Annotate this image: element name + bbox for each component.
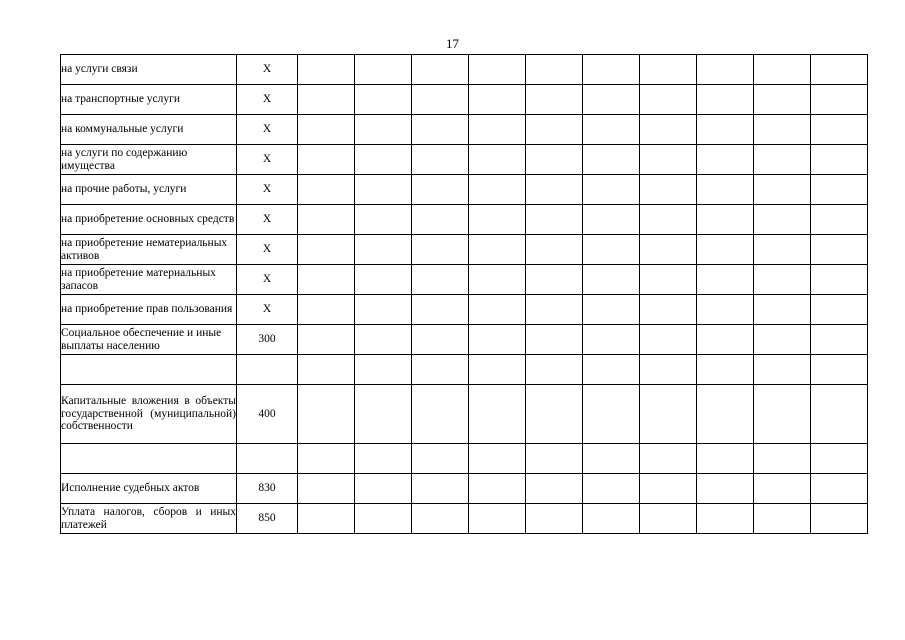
empty-value-cell: [811, 355, 868, 385]
empty-value-cell: [811, 175, 868, 205]
empty-value-cell: [469, 55, 526, 85]
table-row: [61, 444, 868, 474]
table-row: [61, 175, 868, 205]
empty-value-cell: [811, 504, 868, 534]
empty-value-cell: [355, 444, 412, 474]
empty-value-cell: [640, 474, 697, 504]
page-number: 17: [446, 36, 459, 51]
empty-value-cell: [355, 55, 412, 85]
empty-value-cell: [298, 385, 355, 444]
empty-value-cell: [811, 55, 868, 85]
empty-value-cell: [355, 175, 412, 205]
table-row: [61, 55, 868, 85]
empty-value-cell: [811, 474, 868, 504]
row-code-cell: 300: [237, 325, 298, 355]
empty-value-cell: [583, 385, 640, 444]
empty-value-cell: [469, 235, 526, 265]
table-row: [61, 474, 868, 504]
empty-value-cell: [526, 474, 583, 504]
budget-table: [60, 54, 868, 534]
table-row: [61, 205, 868, 235]
empty-value-cell: [469, 175, 526, 205]
empty-value-cell: [469, 504, 526, 534]
empty-value-cell: [640, 235, 697, 265]
row-name-cell: на приобретение нематериальных активов: [61, 235, 237, 265]
empty-value-cell: [754, 175, 811, 205]
empty-value-cell: [298, 444, 355, 474]
empty-value-cell: [583, 325, 640, 355]
empty-value-cell: [697, 175, 754, 205]
empty-value-cell: [412, 115, 469, 145]
empty-value-cell: [412, 265, 469, 295]
empty-value-cell: [412, 444, 469, 474]
row-code-cell: 400: [237, 385, 298, 444]
empty-value-cell: [640, 115, 697, 145]
empty-value-cell: [640, 504, 697, 534]
table-row: [61, 145, 868, 175]
table-row: [61, 265, 868, 295]
empty-value-cell: [583, 444, 640, 474]
empty-value-cell: [640, 205, 697, 235]
empty-value-cell: [697, 474, 754, 504]
empty-value-cell: [412, 85, 469, 115]
empty-value-cell: [298, 145, 355, 175]
row-code-cell: X: [237, 235, 298, 265]
empty-value-cell: [583, 235, 640, 265]
empty-value-cell: [469, 145, 526, 175]
empty-value-cell: [697, 444, 754, 474]
row-code-cell: 850: [237, 504, 298, 534]
row-name-cell: на транспортные услуги: [61, 85, 237, 115]
empty-value-cell: [754, 205, 811, 235]
empty-value-cell: [412, 355, 469, 385]
row-code-cell: X: [237, 205, 298, 235]
empty-value-cell: [754, 474, 811, 504]
empty-value-cell: [298, 115, 355, 145]
table-row: [61, 325, 868, 355]
empty-value-cell: [754, 235, 811, 265]
empty-value-cell: [754, 385, 811, 444]
empty-value-cell: [583, 265, 640, 295]
empty-value-cell: [298, 175, 355, 205]
empty-value-cell: [355, 235, 412, 265]
empty-value-cell: [583, 504, 640, 534]
empty-value-cell: [355, 265, 412, 295]
empty-value-cell: [811, 325, 868, 355]
empty-value-cell: [754, 115, 811, 145]
empty-value-cell: [355, 355, 412, 385]
empty-value-cell: [298, 235, 355, 265]
empty-value-cell: [526, 175, 583, 205]
empty-value-cell: [754, 295, 811, 325]
empty-value-cell: [526, 55, 583, 85]
empty-value-cell: [640, 444, 697, 474]
empty-value-cell: [640, 175, 697, 205]
table-row: [61, 115, 868, 145]
empty-value-cell: [469, 474, 526, 504]
empty-value-cell: [583, 115, 640, 145]
empty-value-cell: [298, 325, 355, 355]
empty-value-cell: [412, 385, 469, 444]
table-row: [61, 85, 868, 115]
empty-value-cell: [526, 385, 583, 444]
row-name-cell: на прочие работы, услуги: [61, 175, 237, 205]
empty-value-cell: [355, 115, 412, 145]
row-code-cell: X: [237, 145, 298, 175]
empty-value-cell: [355, 504, 412, 534]
empty-value-cell: [697, 145, 754, 175]
row-code-cell: X: [237, 295, 298, 325]
empty-value-cell: [412, 55, 469, 85]
empty-value-cell: [583, 55, 640, 85]
row-code-cell: X: [237, 55, 298, 85]
empty-value-cell: [811, 385, 868, 444]
empty-value-cell: [526, 205, 583, 235]
table-row: [61, 355, 868, 385]
row-code-cell: [237, 444, 298, 474]
row-name-cell: на коммунальные услуги: [61, 115, 237, 145]
empty-value-cell: [298, 295, 355, 325]
empty-value-cell: [355, 325, 412, 355]
empty-value-cell: [526, 115, 583, 145]
row-code-cell: X: [237, 85, 298, 115]
empty-value-cell: [811, 115, 868, 145]
empty-value-cell: [355, 295, 412, 325]
empty-value-cell: [697, 504, 754, 534]
empty-value-cell: [469, 355, 526, 385]
empty-value-cell: [526, 504, 583, 534]
row-name-cell: [61, 444, 237, 474]
empty-value-cell: [526, 85, 583, 115]
empty-value-cell: [469, 295, 526, 325]
empty-value-cell: [469, 325, 526, 355]
empty-value-cell: [640, 265, 697, 295]
empty-value-cell: [583, 175, 640, 205]
empty-value-cell: [754, 444, 811, 474]
table-row: [61, 235, 868, 265]
empty-value-cell: [754, 145, 811, 175]
empty-value-cell: [412, 175, 469, 205]
empty-value-cell: [298, 205, 355, 235]
row-name-cell: Уплата налогов, сборов и иных платежей: [61, 504, 237, 534]
empty-value-cell: [298, 55, 355, 85]
empty-value-cell: [754, 504, 811, 534]
empty-value-cell: [640, 325, 697, 355]
empty-value-cell: [640, 145, 697, 175]
empty-value-cell: [469, 115, 526, 145]
row-code-cell: 830: [237, 474, 298, 504]
empty-value-cell: [469, 85, 526, 115]
empty-value-cell: [640, 355, 697, 385]
empty-value-cell: [355, 205, 412, 235]
empty-value-cell: [697, 325, 754, 355]
row-name-cell: [61, 355, 237, 385]
empty-value-cell: [298, 474, 355, 504]
table-row: [61, 504, 868, 534]
empty-value-cell: [298, 265, 355, 295]
empty-value-cell: [412, 205, 469, 235]
empty-value-cell: [697, 55, 754, 85]
empty-value-cell: [526, 235, 583, 265]
empty-value-cell: [811, 444, 868, 474]
empty-value-cell: [697, 355, 754, 385]
empty-value-cell: [469, 385, 526, 444]
empty-value-cell: [526, 145, 583, 175]
empty-value-cell: [697, 235, 754, 265]
empty-value-cell: [298, 85, 355, 115]
empty-value-cell: [583, 145, 640, 175]
empty-value-cell: [526, 355, 583, 385]
empty-value-cell: [754, 355, 811, 385]
empty-value-cell: [583, 474, 640, 504]
row-name-cell: на услуги связи: [61, 55, 237, 85]
empty-value-cell: [754, 55, 811, 85]
empty-value-cell: [811, 235, 868, 265]
empty-value-cell: [412, 504, 469, 534]
row-name-cell: Социальное обеспечение и иные выплаты населению: [61, 325, 237, 355]
row-name-cell: на приобретение основных средств: [61, 205, 237, 235]
empty-value-cell: [811, 85, 868, 115]
row-name-cell: на услуги по содержанию имущества: [61, 145, 237, 175]
table-row: [61, 295, 868, 325]
empty-value-cell: [811, 205, 868, 235]
empty-value-cell: [526, 295, 583, 325]
row-name-cell: Капитальные вложения в объекты государственной (муниципальной) собственности: [61, 385, 237, 444]
row-name-cell: Исполнение судебных актов: [61, 474, 237, 504]
empty-value-cell: [697, 85, 754, 115]
empty-value-cell: [355, 85, 412, 115]
row-name-cell: на приобретение прав пользования: [61, 295, 237, 325]
empty-value-cell: [526, 265, 583, 295]
empty-value-cell: [469, 444, 526, 474]
row-code-cell: X: [237, 265, 298, 295]
empty-value-cell: [583, 205, 640, 235]
empty-value-cell: [412, 474, 469, 504]
empty-value-cell: [355, 474, 412, 504]
empty-value-cell: [412, 295, 469, 325]
empty-value-cell: [697, 295, 754, 325]
empty-value-cell: [355, 385, 412, 444]
empty-value-cell: [754, 85, 811, 115]
row-name-cell: на приобретение материальных запасов: [61, 265, 237, 295]
empty-value-cell: [469, 265, 526, 295]
empty-value-cell: [754, 325, 811, 355]
empty-value-cell: [811, 295, 868, 325]
empty-value-cell: [412, 235, 469, 265]
empty-value-cell: [697, 115, 754, 145]
empty-value-cell: [640, 85, 697, 115]
empty-value-cell: [697, 205, 754, 235]
row-code-cell: X: [237, 115, 298, 145]
empty-value-cell: [412, 325, 469, 355]
empty-value-cell: [298, 355, 355, 385]
row-code-cell: [237, 355, 298, 385]
empty-value-cell: [355, 145, 412, 175]
empty-value-cell: [640, 295, 697, 325]
empty-value-cell: [298, 504, 355, 534]
table-row: [61, 385, 868, 444]
empty-value-cell: [526, 325, 583, 355]
empty-value-cell: [697, 265, 754, 295]
empty-value-cell: [754, 265, 811, 295]
empty-value-cell: [583, 355, 640, 385]
table-body: [61, 55, 868, 534]
empty-value-cell: [583, 295, 640, 325]
empty-value-cell: [526, 444, 583, 474]
empty-value-cell: [412, 145, 469, 175]
empty-value-cell: [640, 385, 697, 444]
empty-value-cell: [811, 145, 868, 175]
empty-value-cell: [697, 385, 754, 444]
empty-value-cell: [811, 265, 868, 295]
row-code-cell: X: [237, 175, 298, 205]
empty-value-cell: [640, 55, 697, 85]
empty-value-cell: [583, 85, 640, 115]
empty-value-cell: [469, 205, 526, 235]
